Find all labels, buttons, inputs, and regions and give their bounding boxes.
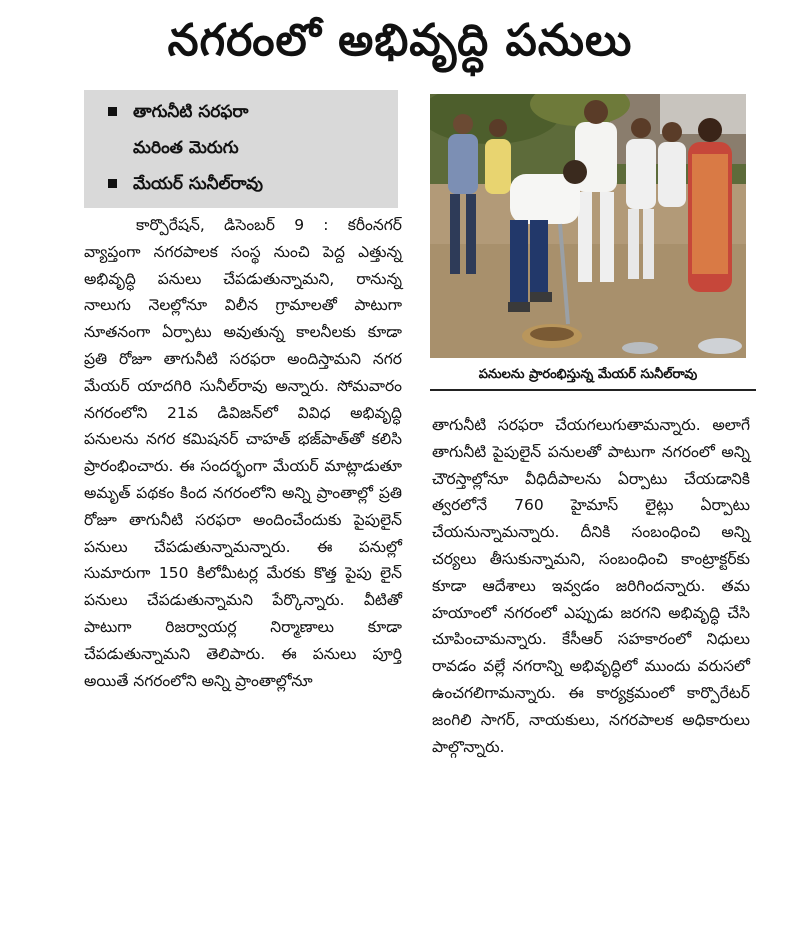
highlights-box — [84, 90, 398, 208]
highlight-3: మేయర్ సునీల్‌రావు — [84, 172, 263, 196]
highlight-2: మరింత మెరుగు — [133, 138, 239, 158]
bullet-icon — [108, 179, 117, 188]
bullet-icon — [108, 107, 117, 116]
article-right-column: తాగునీటి సరఫరా చేయగలుగుతామన్నారు. అలాగే తాగునీటి పైపులైన్ పనులతో పాటుగా నగరంలో అన్ని చౌరస్తాల్లోనూ వీధిదీపాలను ఏర్పాటు చేయడానికి త్వరలోనే 760 హైమాస్ లైట్లు ఏర్పాటు చేయనున్నామన్నారు. దీనికి సంబంధించి అన్ని చర్యలు తీసుకున్నామని, సంబంధించి కాంట్రాక్టర్‌కు కూడా ఆదేశాలు ఇవ్వడం జరిగిందన్నారు. తమ హయాంలో నగరంలో ఎప్పుడు జరగని అభివృద్ధి చేసి చూపించామన్నారు. కేసీఆర్ సహకారంలో నిధులు రావడం వల్లే నగరాన్ని అభివృద్ధిలో ముందు వరుసలో ఉంచగలిగామన్నారు. ఈ కార్యక్రమంలో కార్పొరేటర్ జంగిలి సాగర్, నాయకులు, నగరపాలక అధికారులు పాల్గొన్నారు. — [432, 416, 750, 756]
caption-divider — [430, 389, 756, 391]
photo-caption: పనులను ప్రారంభిస్తున్న మేయర్ సునీల్‌రావు — [478, 367, 698, 382]
article-left-column: కార్పొరేషన్, డిసెంబర్ 9 : కరీంనగర్ వ్యాప్తంగా నగరపాలక సంస్థ నుంచి పెద్ద ఎత్తున్న అభివృద్ధి పనులు చేపడుతున్నామని, రానున్న నాలుగు నెలల్లోనూ విలీన గ్రామాలతో పాటుగా నూతనంగా ఏర్పాటు అవుతున్న కాలనీలకు కూడా ప్రతి రోజూ తాగునీటి సరఫరా అందిస్తామని నగర మేయర్ యాదగిరి సునీల్‌రావు అన్నారు. సోమవారం నగరంలోని 21వ డివిజన్‌లో వివిధ అభివృద్ధి పనులను నగర కమిషనర్ చాహత్ భజ్‌పాత్‌తో కలిసి ప్రారంభించారు. ఈ సందర్భంగా మేయర్ మాట్లాడుతూ అమృత్ పథకం కింద నగరంలోని అన్ని ప్రాంతాల్లో ప్రతి రోజూ తాగునీటి సరఫరా అందించేందుకు పైపులైన్ పనులు చేపడుతున్నామన్నారు. ఈ పనుల్లో సుమారుగా 150 కిలోమీటర్ల మేరకు కొత్త పైపు లైన్ పనులు చేపడుతున్నామని పేర్కొన్నారు. వీటితో పాటుగా రిజర్వాయర్ల నిర్మాణాలు కూడా చేపడుతున్నామని తెలిపారు. ఈ పనులు పూర్తి అయితే నగరంలోని అన్ని ప్రాంతాల్లోనూ — [84, 216, 402, 690]
news-photo — [430, 94, 746, 358]
headline: నగరంలో అభివృద్ధి పనులు — [167, 15, 633, 66]
highlight-1: తాగునీటి సరఫరా — [84, 100, 248, 124]
